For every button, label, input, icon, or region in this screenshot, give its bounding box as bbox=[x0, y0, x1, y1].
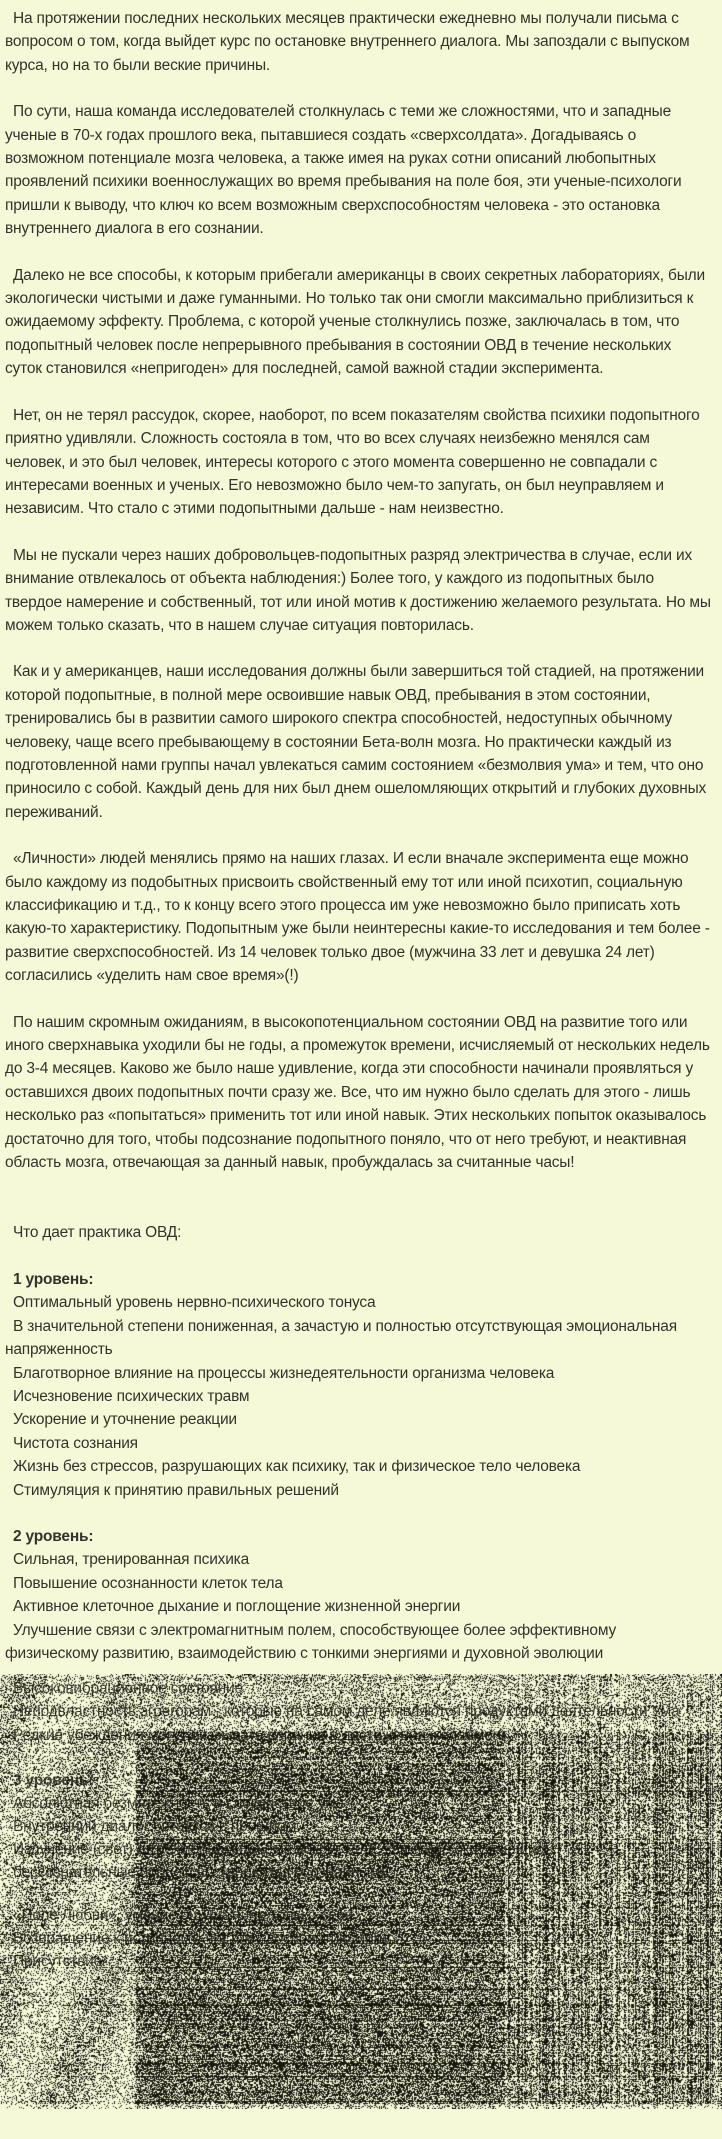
level-1-item: Оптимальный уровень нервно-психического тонуса bbox=[13, 1294, 376, 1312]
level-1-item: Исчезновение психических травм bbox=[13, 1387, 250, 1405]
level-2-item: Сильная, тренированная психика bbox=[13, 1551, 250, 1569]
level-1-item: Благотворное влияние на процессы жизнедеятельности организма человека bbox=[13, 1364, 555, 1382]
paragraph-7: «Личности» людей менялись прямо на наших глазах. И если вначале эксперимента еще можно было каждому из подобытных присвоить свойственный ему тот или иной психотип, социальную классификацию и т.д., то к концу всего этого процесса им уже невозможно было приписать хоть какую-то характеристику. Подопытным уже были неинтересны какие-то исследования и тем более - развитие сверхспособностей. Из 14 человек только двое (мужчина 33 лет и девушка 24 лет) согласились «уделить нам свое время»(!) bbox=[5, 850, 710, 985]
paragraph-3: Далеко не все способы, к которым прибегали американцы в своих секретных лабораториях, были экологически чистыми и даже гуманными. Но только так они смогли максимально приблизиться к ожидаемому эффекту. Проблема, с которой ученые столкнулись позже, заключалась в том, что подопытный человек после непрерывного пребывания в состоянии ОВД в течение нескольких суток становился «непригоден» для последней, самой важной стадии эксперимента. bbox=[5, 266, 705, 378]
paragraph-6: Как и у американцев, наши исследования должны были завершиться той стадией, на протяжении которой подопытные, в полной мере освоившие навык ОВД, пребывания в этом состоянии, тренировались бы в развитии самого широкого спектра способностей, недоступных обычному человеку, чаще всего пребывающему в состоянии Бета-волн мозга. Но практически каждый из подготовленной нами группы начал увлекаться самим состоянием «безмолвия ума» и тем, что оно приносило с собой. Каждый день для них был днем ошеломляющих открытий и глубоких духовных переживаний. bbox=[5, 663, 707, 821]
level-1-item: Чистота сознания bbox=[13, 1434, 138, 1452]
practice-benefits-heading: Что дает практика ОВД: bbox=[13, 1224, 182, 1242]
corrupted-glitch-region bbox=[0, 1674, 722, 2109]
level-2-item: Активное клеточное дыхание и поглощение жизненной энергии bbox=[13, 1598, 461, 1616]
level-1-item: В значительной степени пониженная, а зачастую и полностью отсутствующая эмоциональная напряженность bbox=[5, 1317, 677, 1359]
paragraph-5: Мы не пускали через наших добровольцев-подопытных разряд электричества в случае, если их внимание отвлекалось от объекта наблюдения:) Более того, у каждого из подопытных было твердое намерение и собственный, тот или иной мотив к достижению желаемого результата. Но мы можем только сказать, что в нашем случае ситуация повторилась. bbox=[5, 546, 711, 634]
paragraph-8: По нашим скромным ожиданиям, в высокопотенциальном состоянии ОВД на развитие того или иного сверхнавыка уходили бы не годы, а промежуток времени, исчисляемый от нескольких недель до 3-4 месяцев. Каково же было наше удивление, когда эти способности начинали проявляться у оставшихся двоих подопытных почти сразу же. Все, что им нужно было сделать для этого - лишь несколько раз «попытаться» применить тот или иной навык. Этих нескольких попыток оказывалось достаточно для того, чтобы подсознание подопытного поняло, что от него требуют, и неактивная область мозга, отвечающая за данный навык, пробуждалась за считанные часы! bbox=[5, 1013, 710, 1172]
level-1-item: Ускорение и уточнение реакции bbox=[13, 1411, 237, 1429]
level-2-item: Повышение осознанности клеток тела bbox=[13, 1574, 283, 1592]
paragraph-2: По сути, наша команда исследователей столкнулась с теми же сложностями, что и западные ученые в 70-х годах прошлого века, пытавшиеся создать «сверхсолдата». Догадываясь о возможном потенциале мозга человека, а также имея на руках сотни описаний любопытных проявлений психики военнослужащих во время пребывания на поле боя, эти ученые-психологи пришли к выводу, что ключ ко всем возможным сверхспособностям человека - это остановка внутреннего диалога в его сознании. bbox=[5, 103, 682, 238]
paragraph-4: Нет, он не терял рассудок, скорее, наоборот, по всем показателям свойства психики подопытного приятно удивляли. Сложность состояла в том, что во всех случаях неизбежно менялся сам человек, и это был человек, интересы которого с этого момента совершенно не совпадали с интересами военных и ученых. Его невозможно было чем-то запугать, он был неуправляем и независим. Что стало с этими подопытными дальше - нам неизвестно. bbox=[5, 406, 700, 518]
noise-texture bbox=[0, 1674, 722, 2109]
level-1-item: Стимуляция к принятию правильных решений bbox=[13, 1481, 339, 1499]
level-2-title: 2 уровень: bbox=[13, 1527, 94, 1545]
paragraph-1: На протяжении последних нескольких месяцев практически ежедневно мы получали письма с вопросом о том, когда выйдет курс по остановке внутреннего диалога. Мы запоздали с выпуском курса, но на то были веские причины. bbox=[5, 10, 690, 74]
level-1-title: 1 уровень: bbox=[13, 1270, 94, 1288]
level-2-item: Улучшение связи с электромагнитным полем, способствующее более эффективному физическому развитию, взаимодействию с тонкими энергиями и духовной эволюции bbox=[5, 1621, 617, 1662]
level-1-item: Жизнь без стрессов, разрушающих как психику, так и физическое тело человека bbox=[13, 1458, 581, 1476]
bottom-margin bbox=[0, 2109, 722, 2127]
